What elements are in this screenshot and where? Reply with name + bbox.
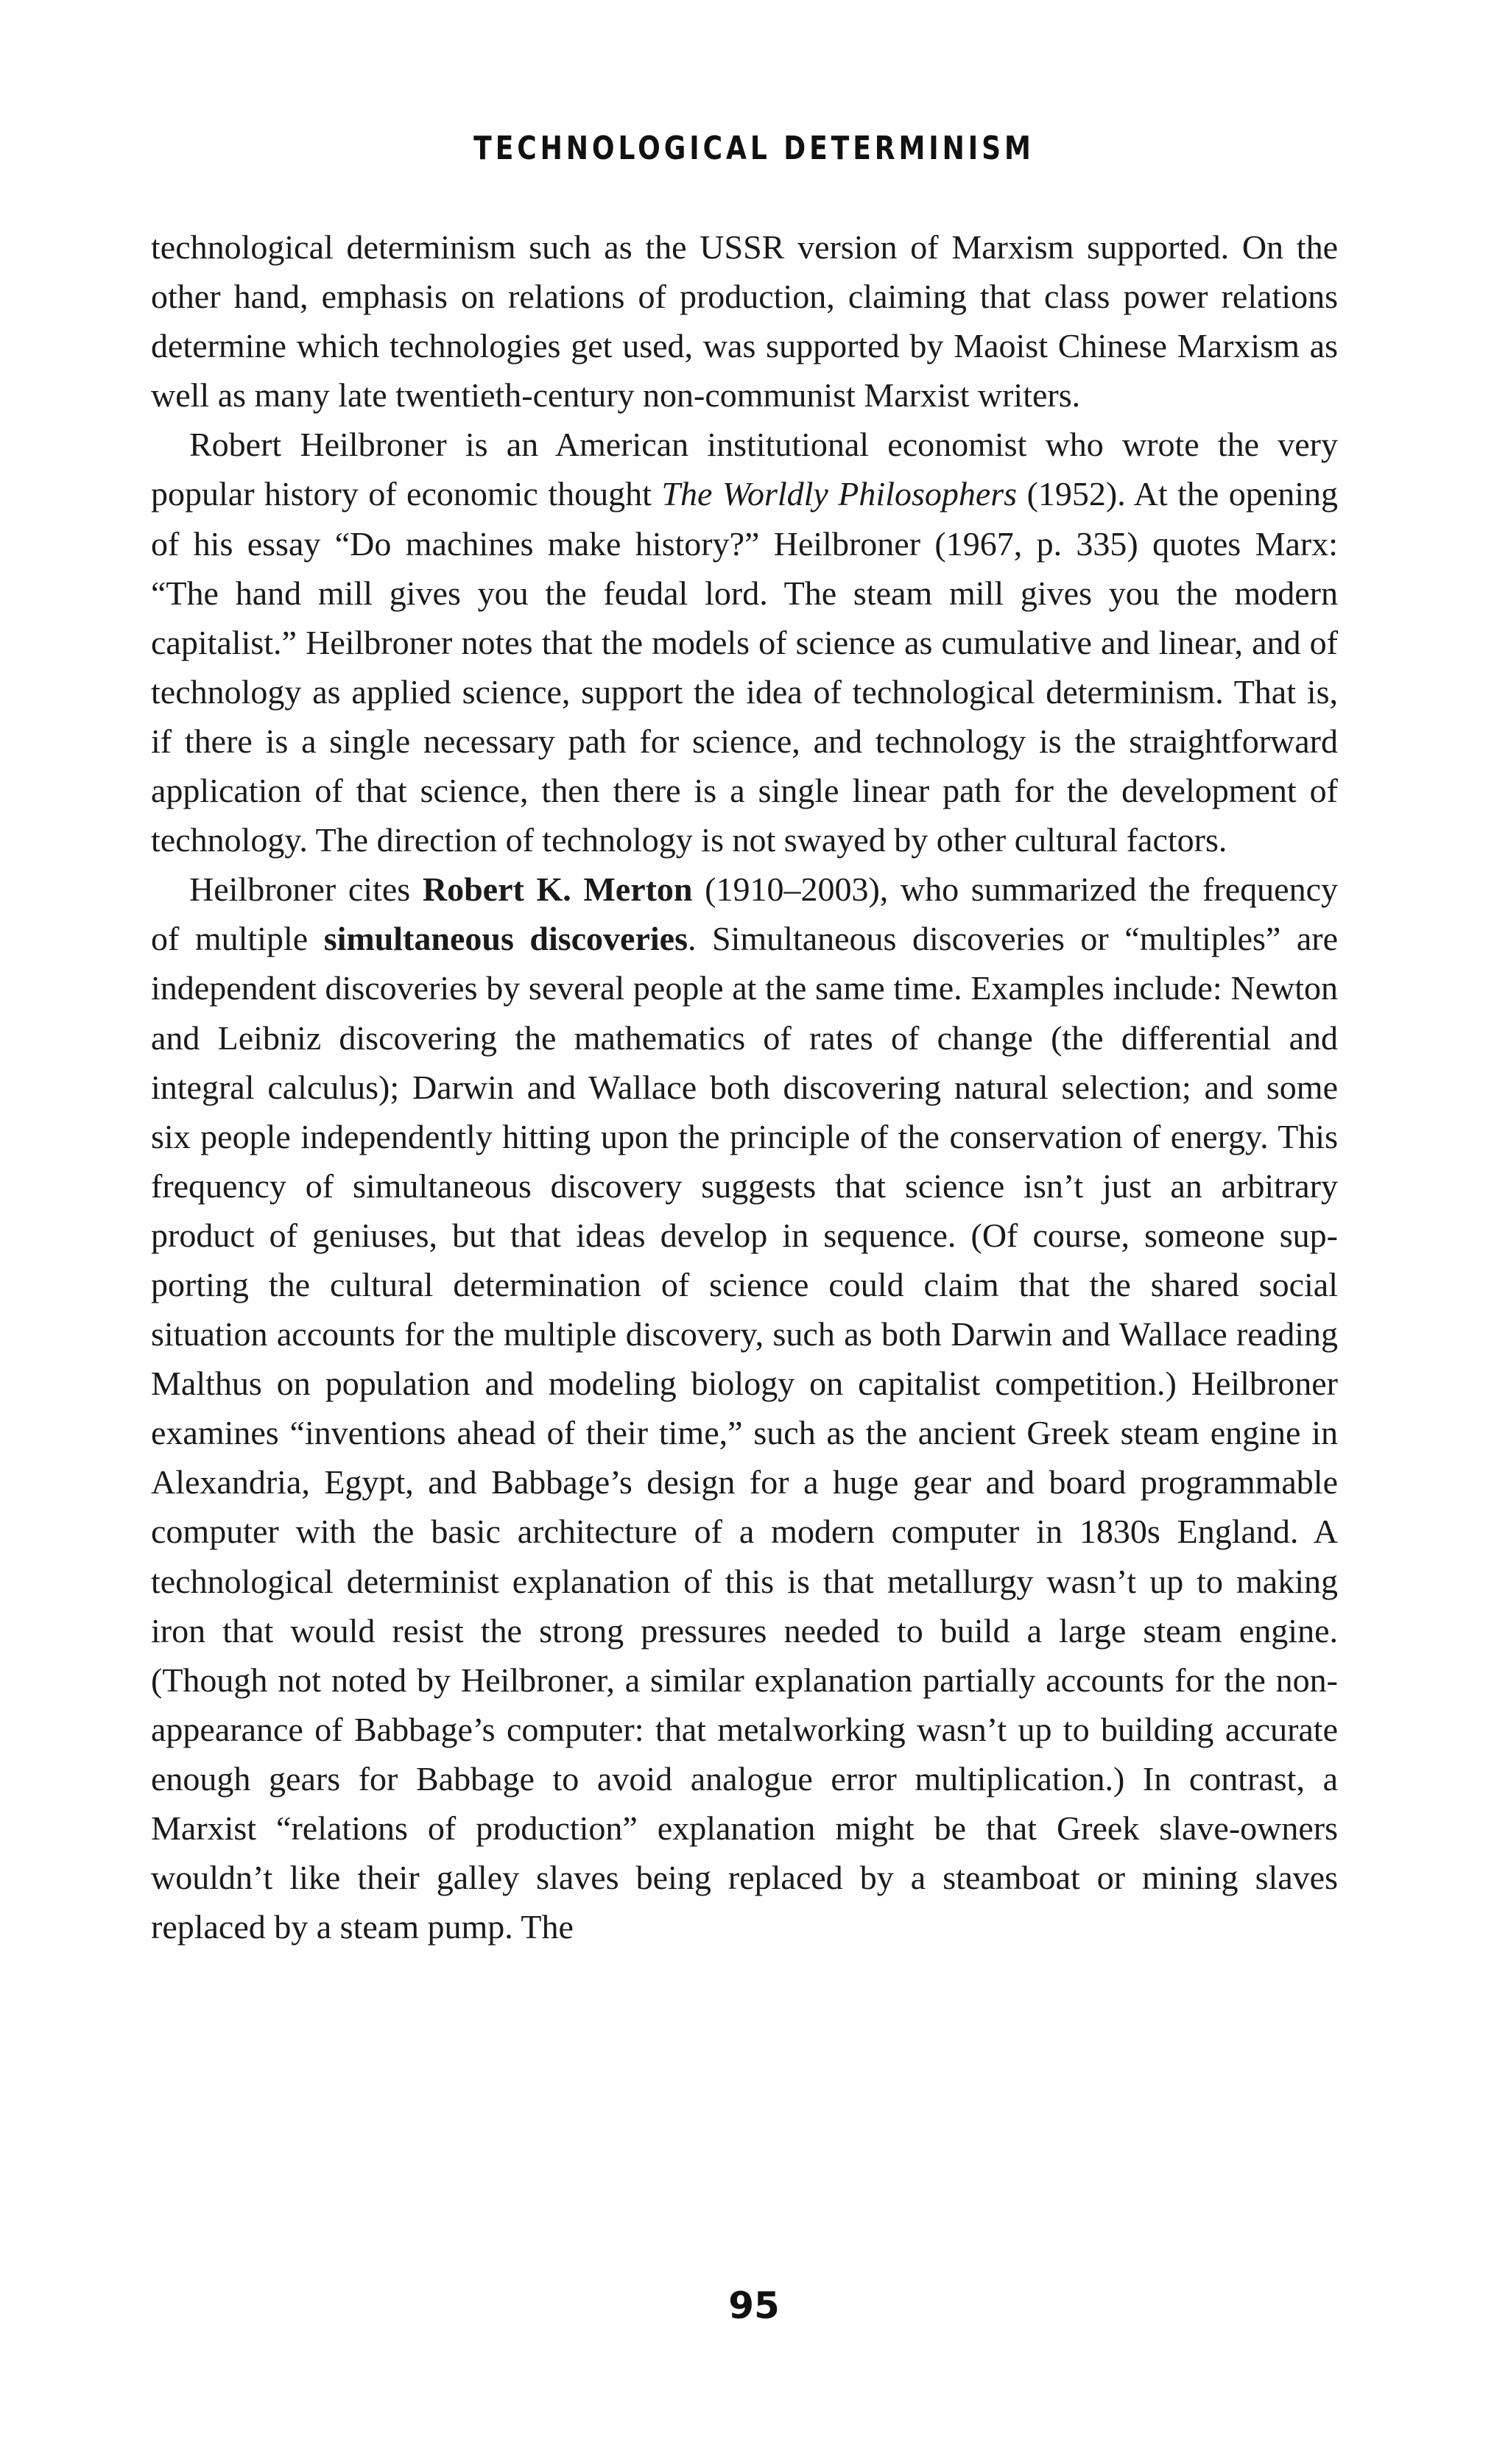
text-run: Robert Heilbroner is an American institutional economist who wrote the very popular history of economic thought <box>151 426 1338 513</box>
book-title: The Worldly Philosophers <box>661 475 1018 513</box>
paragraph <box>151 865 1338 1951</box>
paragraph <box>151 420 1338 865</box>
person-name: Robert K. Merton <box>422 870 693 909</box>
text-run: Heilbroner cites <box>189 870 423 909</box>
key-term: simultaneous discoveries <box>323 920 688 958</box>
text-run: (1910–2003), who summarized the frequency of multiple <box>151 870 1339 958</box>
page-number: 95 <box>728 2284 780 2327</box>
running-head: TECHNOLOGICAL DETERMINISM <box>473 130 1035 167</box>
body-text <box>151 222 1338 1951</box>
paragraph: technological determinism such as the USSR version of Marxism supported. On the other hand, emphasis on relations of production, claiming that class power relations determine which technologies get used, was supported by Maoist Chinese Marxism as well as many late twentieth-century non-communist Marxist writers. <box>151 228 1338 415</box>
text-run: . Simultaneous discoveries or “multiples” are independent discoveries by several people at the same time. Examples include: Newton and Leibniz discovering the mathematics of rates of change (the differential and integral calculus); Darwin and Wallace both discovering natural selection; and some six people independently hitting upon the principle of the conservation of energy. This frequency of simultaneous discovery suggests that science isn’t just an arbitrary product of geniuses, but that ideas develop in sequence. (Of course, someone supporting the cultural determination of science could claim that the shared social situation accounts for the multiple discovery, such as both Darwin and Wallace reading Malthus on population and modeling biology on capitalist competition.) Heilbroner examines “inventions ahead of their time,” such as the ancient Greek steam engine in Alexandria, Egypt, and Babbage’s design for a huge gear and board programmable computer with the basic architecture of a modern computer in 1830s England. A technological determinist explanation of this is that metallurgy wasn’t up to making iron that would resist the strong pressures needed to build a large steam engine. (Though not noted by Heilbroner, a similar explanation partially accounts for the non-appearance of Babbage’s computer: that metalworking wasn’t up to building accurate enough gears for Babbage to avoid analogue error multiplication.) In contrast, a Marxist “relations of production” explanation might be that Greek slave-owners wouldn’t like their galley slaves being replaced by a steamboat or mining slaves replaced by a steam pump. The <box>151 920 1339 1946</box>
text-run: (1952). At the opening of his essay “Do machines make history?” Heilbroner (1967, p. 335) quotes Marx: “The hand mill gives you the feudal lord. The steam mill gives you the modern capitalist.” Heilbroner notes that the models of science as cumulative and linear, and of technology as applied science, support the idea of technological determinism. That is, if there is a single necessary path for science, and technology is the straightforward application of that science, then there is a single linear path for the development of technology. The direction of technology is not swayed by other cultural factors. <box>151 475 1338 859</box>
